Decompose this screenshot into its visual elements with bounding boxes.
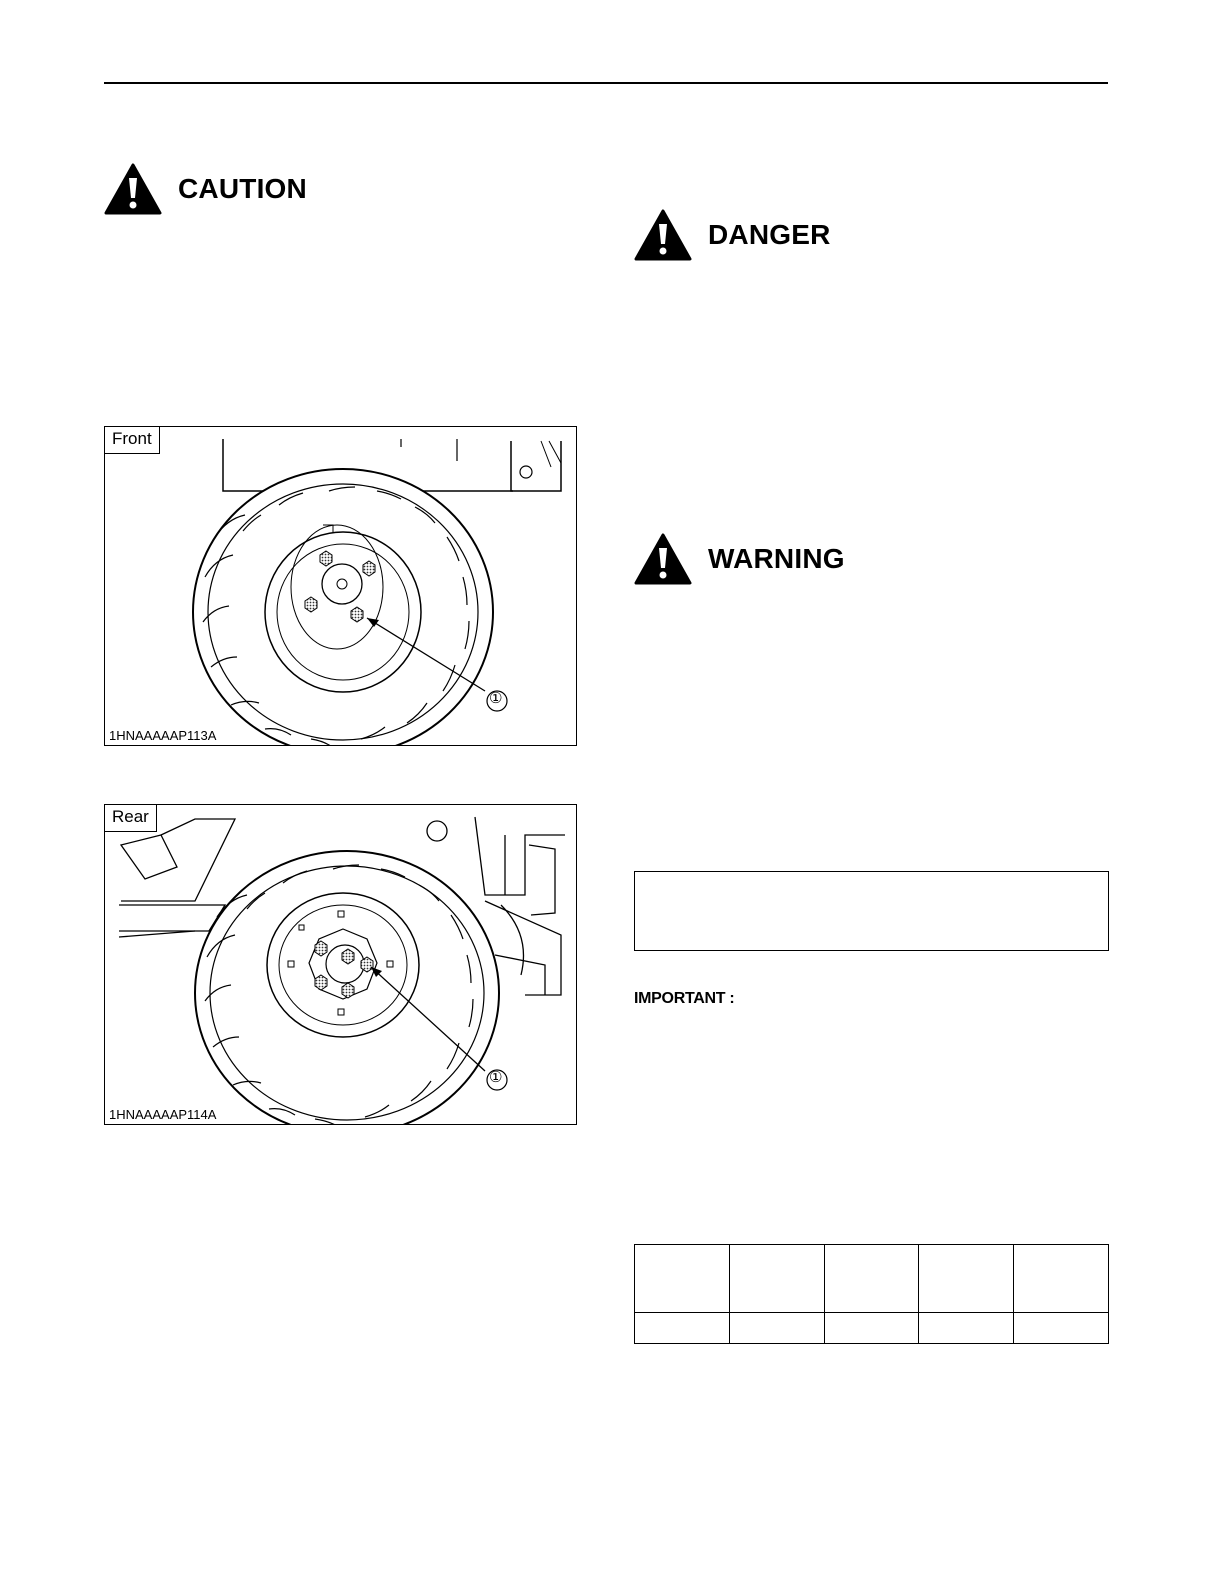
front-callout-number: ① — [489, 690, 503, 707]
spec-table — [634, 1244, 1109, 1344]
table-cell — [919, 1313, 1014, 1344]
rear-figure-code: 1HNAAAAAP114A — [109, 1107, 217, 1122]
table-header-cell — [919, 1245, 1014, 1313]
warning-triangle-icon — [104, 163, 162, 215]
table-cell — [1014, 1313, 1109, 1344]
warning-heading — [634, 533, 845, 585]
table-cell — [635, 1313, 730, 1344]
warning-triangle-icon — [634, 209, 692, 261]
table-header-cell — [1014, 1245, 1109, 1313]
rear-wheel-figure — [104, 804, 577, 1125]
rear-wheel-illustration — [105, 805, 576, 1124]
rear-callout-number: ① — [489, 1069, 503, 1086]
table-row — [635, 1313, 1109, 1344]
important-label: IMPORTANT : — [634, 990, 735, 1007]
front-wheel-illustration — [105, 427, 576, 745]
notice-box — [634, 871, 1109, 951]
rear-figure-tag: Rear — [105, 805, 157, 832]
caution-label: CAUTION — [178, 173, 307, 204]
header-rule — [104, 82, 1108, 84]
table-cell — [824, 1313, 919, 1344]
front-wheel-figure — [104, 426, 577, 746]
table-header-cell — [635, 1245, 730, 1313]
table-header-cell — [824, 1245, 919, 1313]
table-header-row — [635, 1245, 1109, 1313]
table-cell — [729, 1313, 824, 1344]
danger-label: DANGER — [708, 219, 831, 250]
warning-label: WARNING — [708, 543, 845, 574]
front-figure-code: 1HNAAAAAP113A — [109, 728, 217, 743]
caution-heading — [104, 163, 307, 215]
danger-heading — [634, 209, 831, 261]
table-header-cell — [729, 1245, 824, 1313]
front-figure-tag: Front — [105, 427, 160, 454]
warning-triangle-icon — [634, 533, 692, 585]
